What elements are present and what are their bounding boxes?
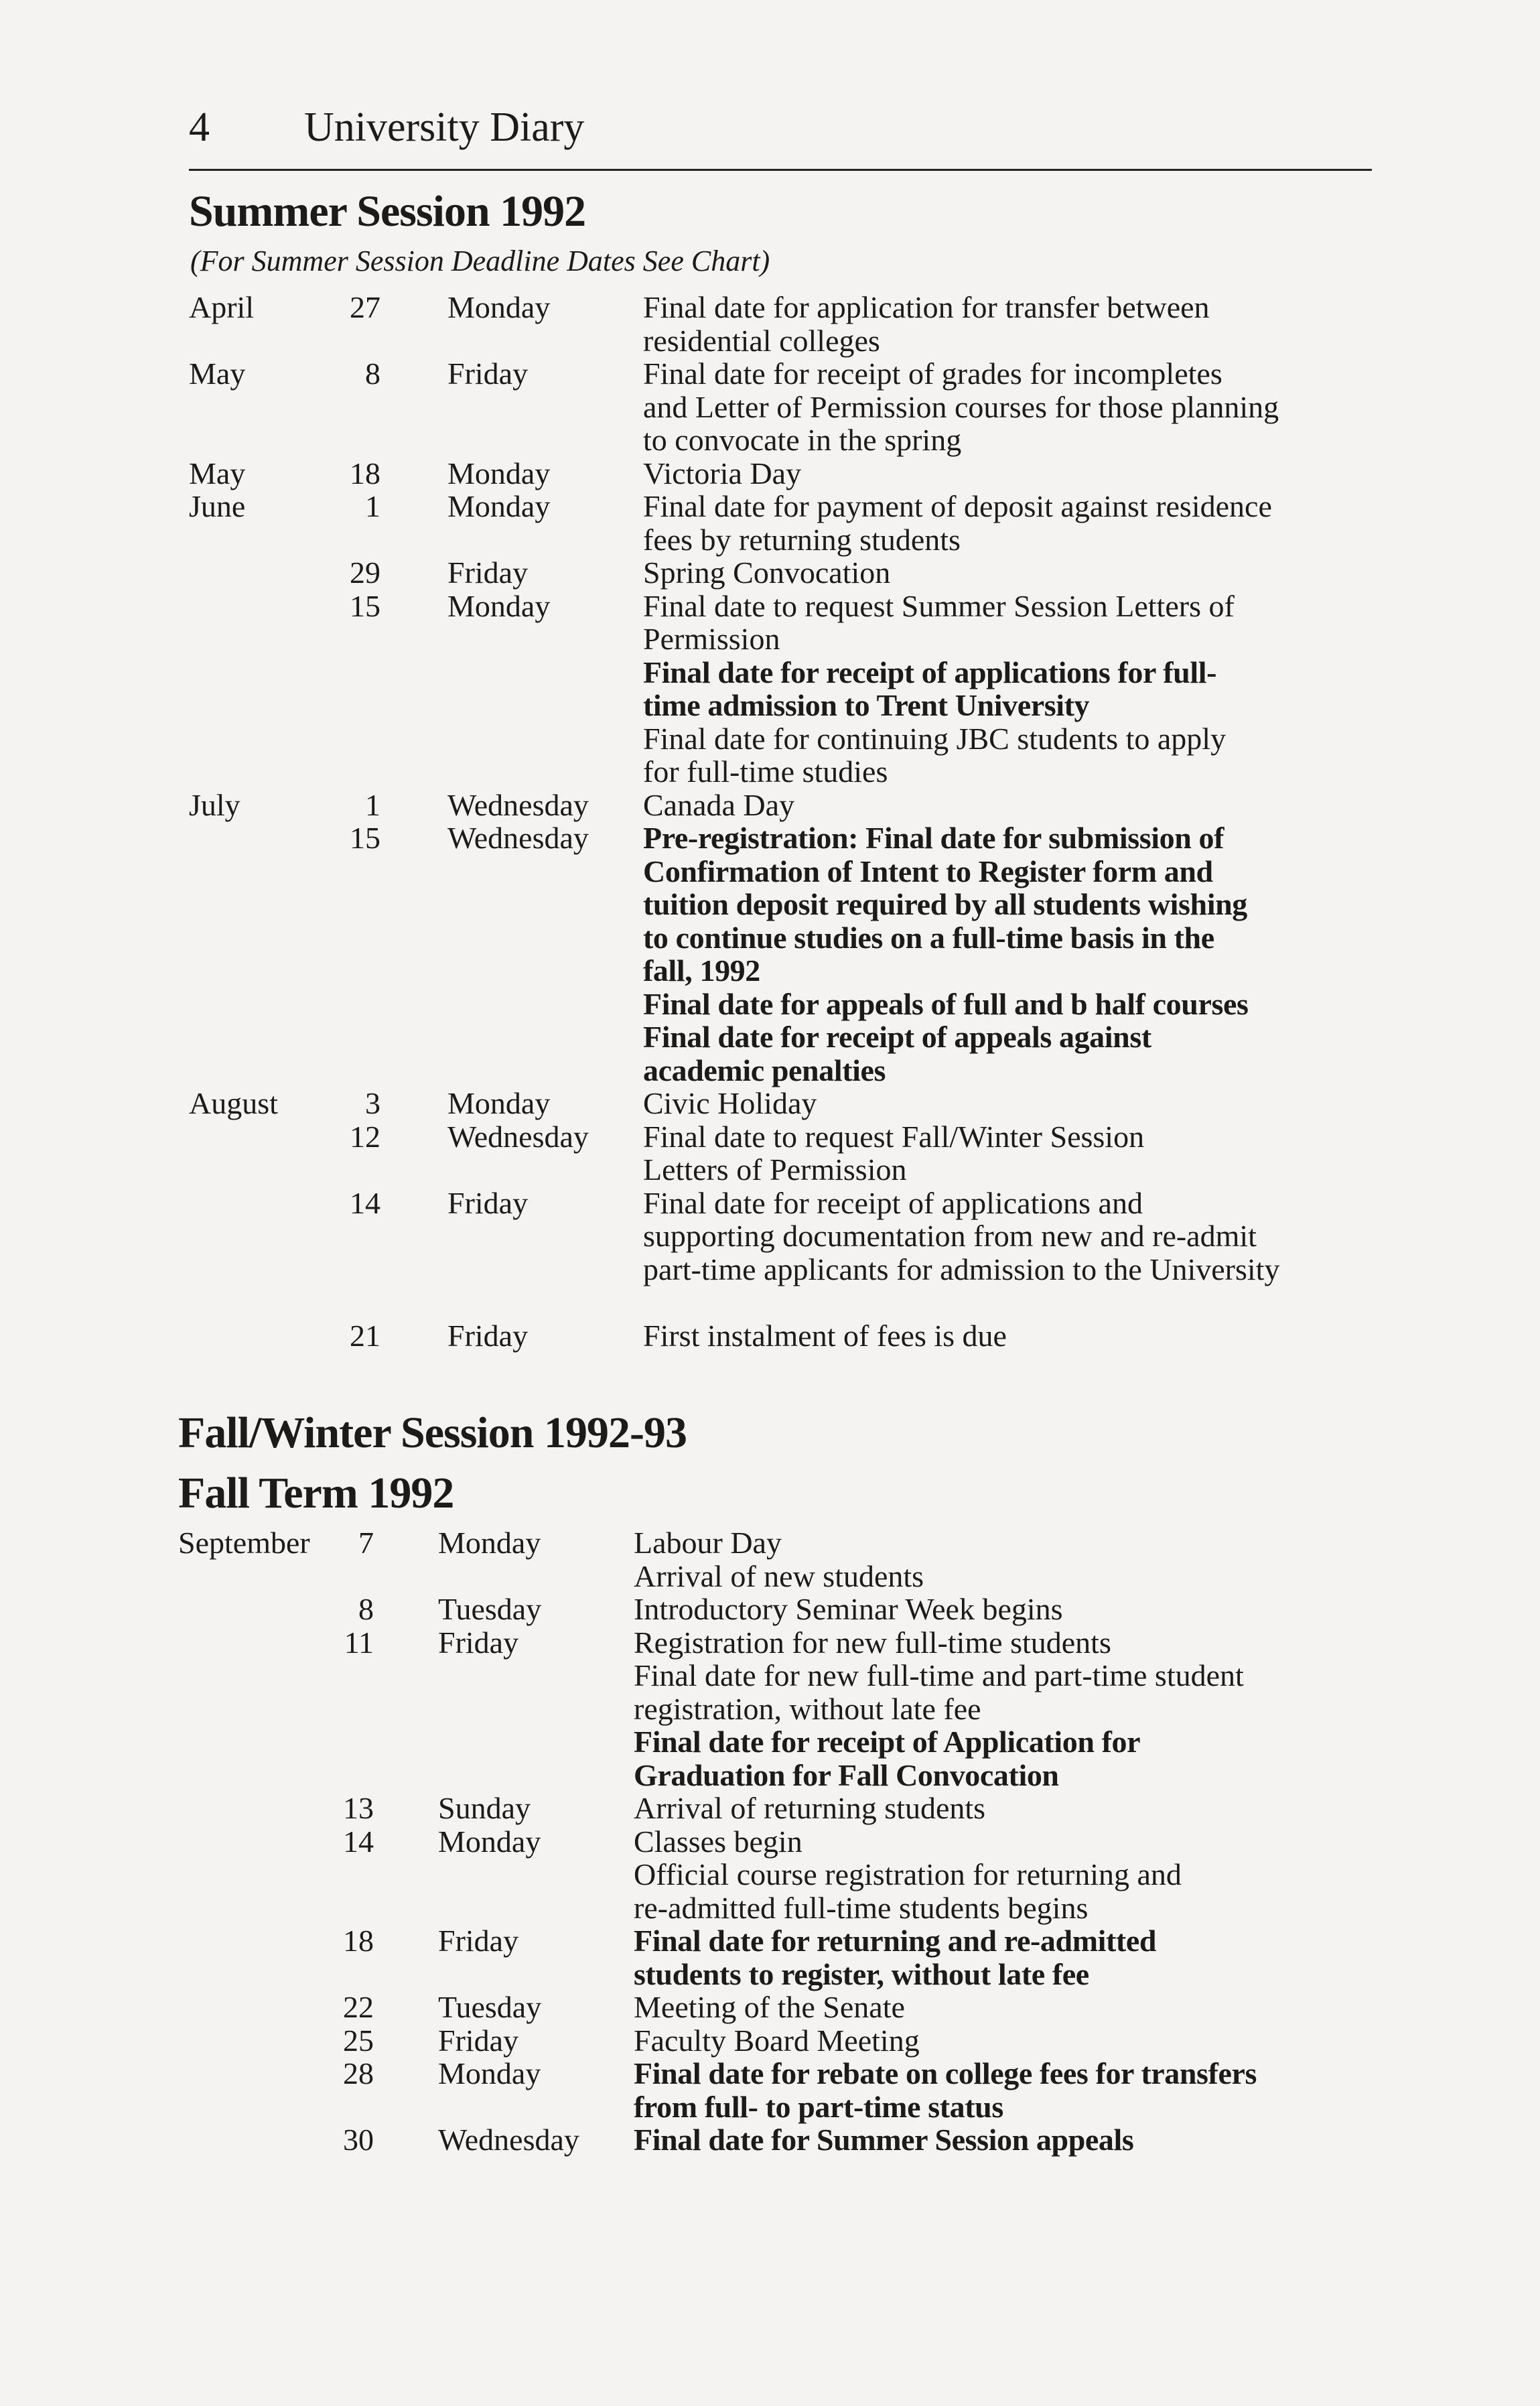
row-description — [643, 357, 1279, 457]
row-day: 11 — [344, 1625, 374, 1660]
description-line: Permission — [643, 622, 780, 656]
summer-session-heading: Summer Session 1992 — [189, 187, 586, 236]
row-description — [634, 1792, 1257, 1825]
header-rule — [189, 169, 1372, 171]
row-weekday: Friday — [438, 1625, 519, 1660]
row-weekday: Wednesday — [438, 2123, 579, 2157]
row-description — [634, 2057, 1257, 2123]
row-weekday: Tuesday — [438, 1592, 542, 1626]
description-line: Arrival of returning students — [634, 1791, 986, 1825]
schedule-row — [0, 1792, 1257, 1825]
row-description — [643, 1319, 1279, 1353]
schedule-row — [0, 789, 1279, 822]
description-line: Final date for receipt of grades for incompletes — [643, 356, 1222, 391]
description-line: registration, without late fee — [634, 1691, 981, 1726]
row-weekday: Friday — [447, 356, 529, 391]
description-line: Spring Convocation — [643, 555, 891, 590]
row-description — [643, 291, 1279, 357]
row-weekday: Wednesday — [447, 1119, 589, 1154]
description-line: Letters of Permission — [643, 1152, 907, 1187]
schedule-row — [0, 457, 1279, 490]
description-line: residential colleges — [643, 323, 880, 358]
row-description — [643, 821, 1279, 1087]
description-line: Canada Day — [643, 787, 795, 822]
schedule-row — [0, 1626, 1257, 1792]
row-day: 14 — [350, 1185, 380, 1220]
row-day: 22 — [343, 1990, 374, 2024]
schedule-row — [0, 556, 1279, 590]
schedule-row — [0, 2057, 1257, 2123]
description-line: Pre-registration: Final date for submission of — [643, 821, 1224, 855]
description-line: First instalment of fees is due — [643, 1318, 1007, 1353]
row-weekday: Monday — [447, 290, 551, 324]
row-day: 30 — [343, 2123, 374, 2157]
row-description — [643, 1187, 1279, 1286]
description-line: Final date for receipt of applications and — [643, 1185, 1143, 1220]
summer-session-note: (For Summer Session Deadline Dates See Chart) — [190, 245, 770, 277]
row-weekday: Friday — [438, 2023, 519, 2058]
description-line: Victoria Day — [643, 456, 802, 490]
description-line: Confirmation of Intent to Register form and — [643, 854, 1213, 888]
row-day: 28 — [343, 2056, 374, 2090]
description-line: Final date for continuing JBC students to apply — [643, 721, 1227, 756]
schedule-row — [0, 821, 1279, 1087]
schedule-row — [0, 1087, 1279, 1120]
description-line: Final date for rebate on college fees for transfers — [634, 2056, 1257, 2090]
schedule-row — [0, 1991, 1257, 2024]
row-month: September — [178, 1526, 310, 1560]
fall-winter-session-heading: Fall/Winter Session 1992-93 — [178, 1408, 687, 1457]
schedule-row — [0, 1120, 1279, 1187]
row-day: 1 — [365, 787, 380, 822]
description-line: Faculty Board Meeting — [634, 2023, 920, 2058]
schedule-row — [0, 357, 1279, 457]
description-line: to convocate in the spring — [643, 423, 962, 457]
schedule-row — [0, 1319, 1279, 1353]
row-weekday: Wednesday — [447, 787, 589, 822]
row-month: June — [189, 489, 246, 523]
fall-schedule — [0, 1526, 1257, 2157]
row-month: April — [189, 290, 255, 324]
row-month: July — [189, 787, 240, 822]
description-line: re-admitted full-time students begins — [634, 1890, 1089, 1925]
row-day: 21 — [350, 1318, 380, 1353]
row-weekday: Tuesday — [438, 1990, 542, 2024]
row-month: May — [189, 456, 246, 490]
row-weekday: Friday — [447, 1318, 529, 1353]
row-weekday: Monday — [447, 489, 551, 523]
schedule-row — [0, 2024, 1257, 2058]
running-title: University Diary — [304, 105, 585, 150]
row-day: 18 — [350, 456, 380, 490]
description-line: Labour Day — [634, 1526, 782, 1560]
row-day: 25 — [343, 2023, 374, 2058]
description-line: for full-time studies — [643, 754, 888, 789]
description-line: Official course registration for returning and — [634, 1857, 1182, 1891]
summer-schedule — [0, 291, 1279, 1352]
description-line: Registration for new full-time students — [634, 1625, 1111, 1660]
description-line: Meeting of the Senate — [634, 1990, 905, 2024]
row-weekday: Monday — [438, 2056, 541, 2090]
row-description — [634, 1626, 1257, 1792]
row-weekday: Monday — [447, 456, 551, 490]
description-line: and Letter of Permission courses for those planning — [643, 389, 1279, 424]
row-weekday: Friday — [438, 1924, 519, 1958]
description-line: Final date for receipt of Application for — [634, 1725, 1141, 1759]
schedule-row — [0, 490, 1279, 556]
row-description — [634, 1991, 1257, 2024]
fall-term-heading: Fall Term 1992 — [178, 1469, 454, 1518]
description-line: Final date to request Summer Session Letters of — [643, 588, 1235, 623]
page-number: 4 — [189, 105, 210, 150]
row-description — [634, 1526, 1257, 1593]
description-line: Final date for returning and re-admitted — [634, 1924, 1157, 1958]
schedule-row — [0, 1187, 1279, 1286]
row-month: August — [189, 1086, 278, 1120]
description-line: Arrival of new students — [634, 1558, 924, 1593]
description-line: Final date for new full-time and part-time student — [634, 1658, 1244, 1692]
row-day: 27 — [350, 290, 380, 324]
description-line: tuition deposit required by all students wishing — [643, 887, 1247, 921]
description-line: to continue studies on a full-time basis in the — [643, 920, 1214, 955]
description-line: Final date for Summer Session appeals — [634, 2123, 1134, 2157]
row-description — [643, 1120, 1279, 1187]
row-day: 15 — [350, 821, 380, 855]
description-line: time admission to Trent University — [643, 688, 1090, 722]
row-day: 3 — [365, 1086, 380, 1120]
row-description — [643, 490, 1279, 556]
row-weekday: Monday — [447, 1086, 551, 1120]
row-description — [643, 1087, 1279, 1120]
row-description — [634, 2123, 1257, 2157]
description-line: Classes begin — [634, 1824, 802, 1859]
row-description — [634, 1825, 1257, 1925]
description-line: Final date for appeals of full and b half courses — [643, 986, 1249, 1021]
row-day: 13 — [343, 1791, 374, 1825]
description-line: from full- to part-time status — [634, 2089, 1003, 2124]
description-line: Final date to request Fall/Winter Session — [643, 1119, 1145, 1154]
description-line: Final date for receipt of applications for full- — [643, 655, 1217, 689]
row-day: 1 — [365, 489, 380, 523]
row-weekday: Sunday — [438, 1791, 531, 1825]
schedule-row — [0, 291, 1279, 357]
description-line: Final date for application for transfer between — [643, 290, 1210, 324]
row-day: 14 — [343, 1824, 374, 1859]
row-description — [643, 590, 1279, 789]
row-description — [643, 789, 1279, 822]
row-weekday: Wednesday — [447, 821, 589, 855]
description-line: Civic Holiday — [643, 1086, 817, 1120]
description-line: Introductory Seminar Week begins — [634, 1592, 1063, 1626]
row-day: 8 — [365, 356, 380, 391]
schedule-row — [0, 590, 1279, 789]
row-weekday: Friday — [447, 555, 529, 590]
description-line: supporting documentation from new and re-admit — [643, 1219, 1257, 1253]
description-line: fall, 1992 — [643, 953, 760, 988]
row-day: 12 — [350, 1119, 380, 1154]
schedule-row — [0, 1593, 1257, 1626]
description-line: fees by returning students — [643, 522, 961, 557]
row-description — [643, 556, 1279, 590]
row-description — [634, 1924, 1257, 1991]
description-line: Final date for receipt of appeals against — [643, 1020, 1151, 1054]
row-weekday: Monday — [447, 588, 551, 623]
row-description — [634, 2024, 1257, 2058]
row-day: 7 — [358, 1526, 374, 1560]
description-line: Final date for payment of deposit against residence — [643, 489, 1272, 523]
row-description — [634, 1593, 1257, 1626]
description-line: academic penalties — [643, 1053, 886, 1087]
running-head — [189, 101, 584, 154]
schedule-row — [0, 1924, 1257, 1991]
schedule-row — [0, 1526, 1257, 1593]
row-day: 18 — [343, 1924, 374, 1958]
schedule-row — [0, 1825, 1257, 1925]
row-weekday: Monday — [438, 1824, 541, 1859]
row-weekday: Monday — [438, 1526, 541, 1560]
row-month: May — [189, 356, 246, 391]
schedule-row — [0, 2123, 1257, 2157]
description-line: Graduation for Fall Convocation — [634, 1757, 1059, 1792]
row-day: 8 — [358, 1592, 374, 1626]
description-line: students to register, without late fee — [634, 1956, 1089, 1991]
description-line: part-time applicants for admission to the University — [643, 1252, 1280, 1286]
row-day: 15 — [350, 588, 380, 623]
row-day: 29 — [350, 555, 380, 590]
row-description — [643, 457, 1279, 490]
row-weekday: Friday — [447, 1185, 529, 1220]
